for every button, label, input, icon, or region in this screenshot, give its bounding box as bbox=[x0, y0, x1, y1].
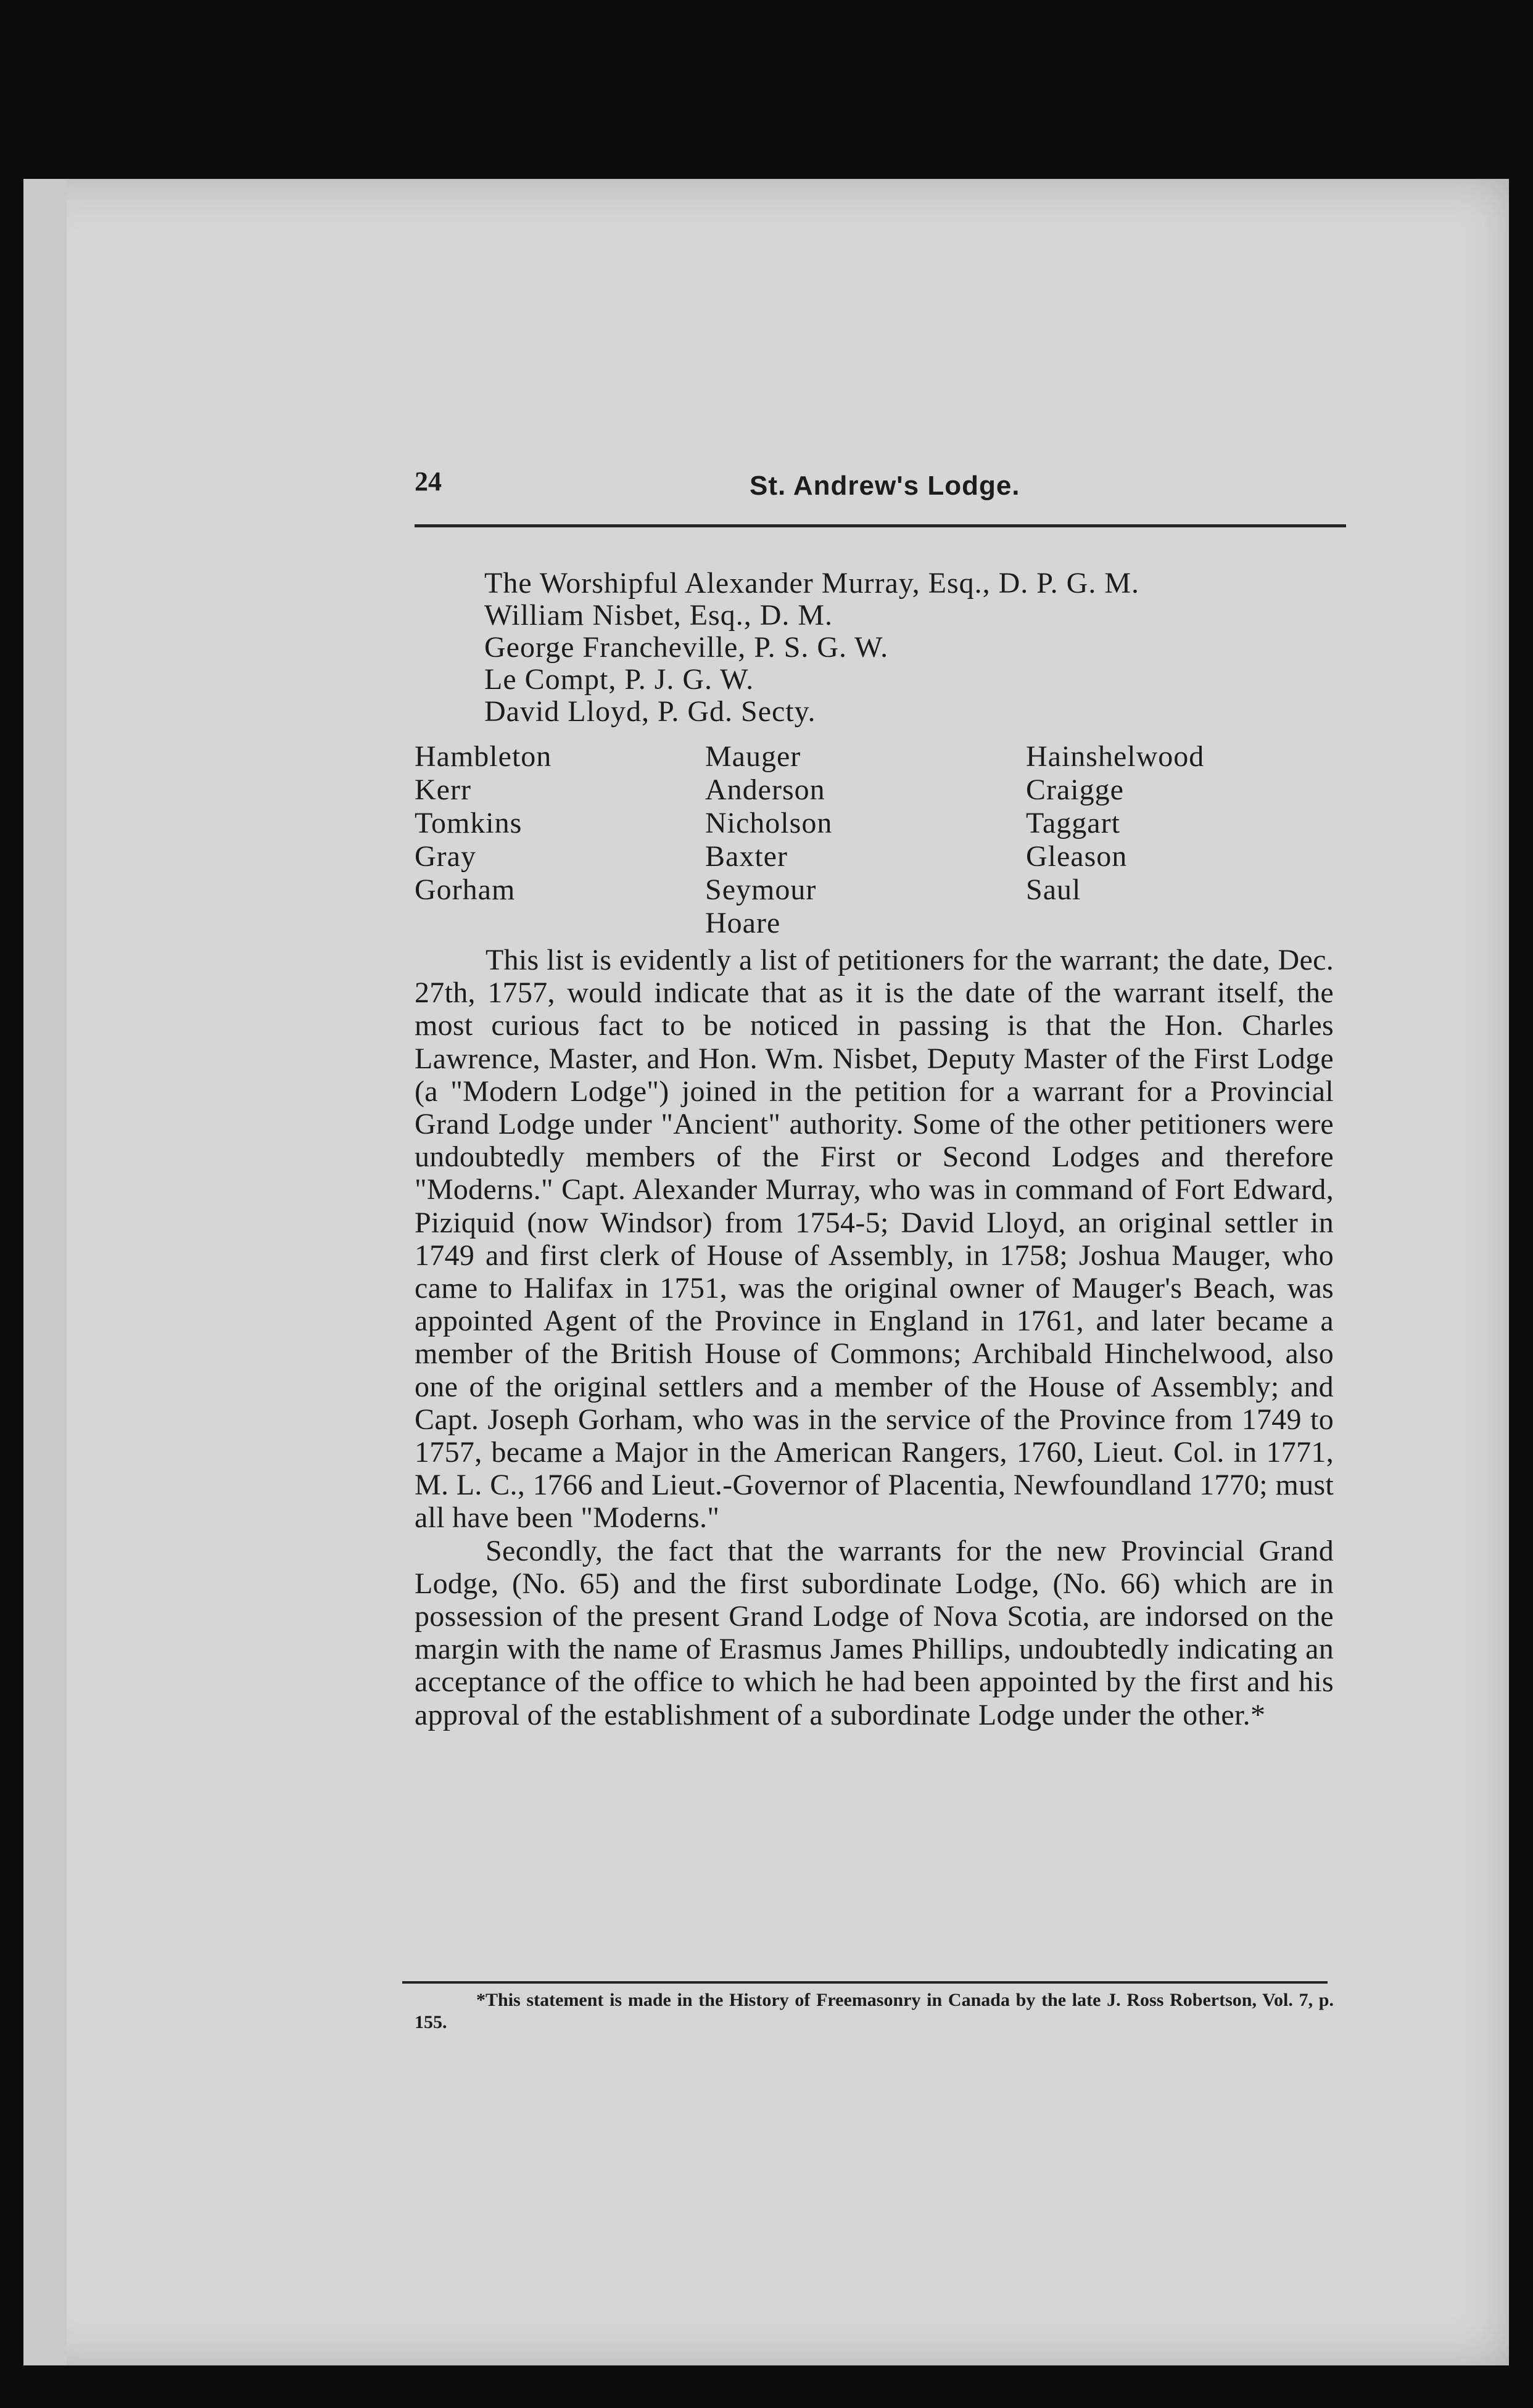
petitioner-name: Gleason bbox=[1026, 840, 1128, 873]
officer-line: David Lloyd, P. Gd. Secty. bbox=[484, 695, 816, 728]
petitioner-name: Anderson bbox=[705, 773, 825, 806]
petitioner-name: Hoare bbox=[705, 907, 781, 939]
officer-line: Le Compt, P. J. G. W. bbox=[484, 663, 754, 696]
petitioner-name: Saul bbox=[1026, 873, 1081, 906]
petitioner-name: Craigge bbox=[1026, 773, 1124, 806]
paragraph: This list is evidently a list of petitioners for the warrant; the date, Dec. 27th, 1757, would indicate that as it is the date of the warrant itself, the most curious fact to be noticed in passing is that the Hon. Charles Lawrence, Master, and Hon. Wm. Nisbet, Deputy Master of the First Lodge (a "Modern Lodge") joined in the petition for a warrant for a Provincial Grand Lodge under "Ancient" authority. Some of the other petitioners were undoubtedly members of the First or Second Lodges and therefore "Moderns." Capt. Alexander Murray, who was in command of Fort Edward, Piziquid (now Windsor) from 1754-5; David Lloyd, an original settler in 1749 and first clerk of House of Assembly, in 1758; Joshua Mauger, who came to Halifax in 1751, was the original owner of Mauger's Beach, was appointed Agent of the Province in England in 1761, and later became a member of the British House of Commons; Archibald Hinchelwood, also one of the original settlers and a member of the House of Assembly; and Capt. Joseph Gorham, who was in the service of the Province from 1749 to 1757, became a Major in the American Rangers, 1760, Lieut. Col. in 1771, M. L. C., 1766 and Lieut.-Governor of Placentia, Newfoundland 1770; must all have been "Moderns." bbox=[415, 944, 1334, 1535]
officer-line: George Francheville, P. S. G. W. bbox=[484, 631, 889, 664]
page-number: 24 bbox=[415, 466, 442, 497]
petitioner-name: Kerr bbox=[415, 773, 471, 806]
header-rule bbox=[415, 524, 1346, 527]
petitioner-name: Nicholson bbox=[705, 807, 833, 839]
petitioner-name: Hainshelwood bbox=[1026, 740, 1205, 773]
petitioner-name: Gorham bbox=[415, 873, 516, 906]
petitioner-name: Hambleton bbox=[415, 740, 552, 773]
petitioner-name: Tomkins bbox=[415, 807, 523, 839]
petitioner-name: Baxter bbox=[705, 840, 788, 873]
running-title: St. Andrew's Lodge. bbox=[750, 471, 1020, 501]
paragraph: Secondly, the fact that the warrants for the new Provincial Grand Lodge, (No. 65) and the first subordinate Lodge, (No. 66) which are in possession of the present Grand Lodge of Nova Scotia, are indorsed on the margin with the name of Erasmus James Phillips, undoubtedly indicating an acceptance of the office to which he had been appointed by the first and his approval of the establishment of a subordinate Lodge under the other.* bbox=[415, 1534, 1334, 1731]
footnote-rule bbox=[402, 1981, 1328, 1984]
petitioners-column-1 bbox=[415, 740, 552, 907]
petitioners-column-3 bbox=[1026, 740, 1204, 907]
officer-line: William Nisbet, Esq., D. M. bbox=[484, 599, 833, 632]
petitioner-name: Seymour bbox=[705, 873, 817, 906]
petitioner-name: Gray bbox=[415, 840, 476, 873]
petitioner-name: Taggart bbox=[1026, 807, 1120, 839]
body-text bbox=[415, 944, 1334, 1731]
page-edge bbox=[23, 179, 67, 2365]
petitioner-name: Mauger bbox=[705, 740, 801, 773]
footnote: *This statement is made in the History of Freemasonry in Canada by the late J. Ross Robertson, Vol. 7, p. 155. bbox=[415, 1990, 1334, 2032]
petitioners-column-2 bbox=[705, 740, 832, 940]
officer-line: The Worshipful Alexander Murray, Esq., D. P. G. M. bbox=[484, 567, 1140, 600]
officers-list bbox=[484, 567, 1139, 728]
